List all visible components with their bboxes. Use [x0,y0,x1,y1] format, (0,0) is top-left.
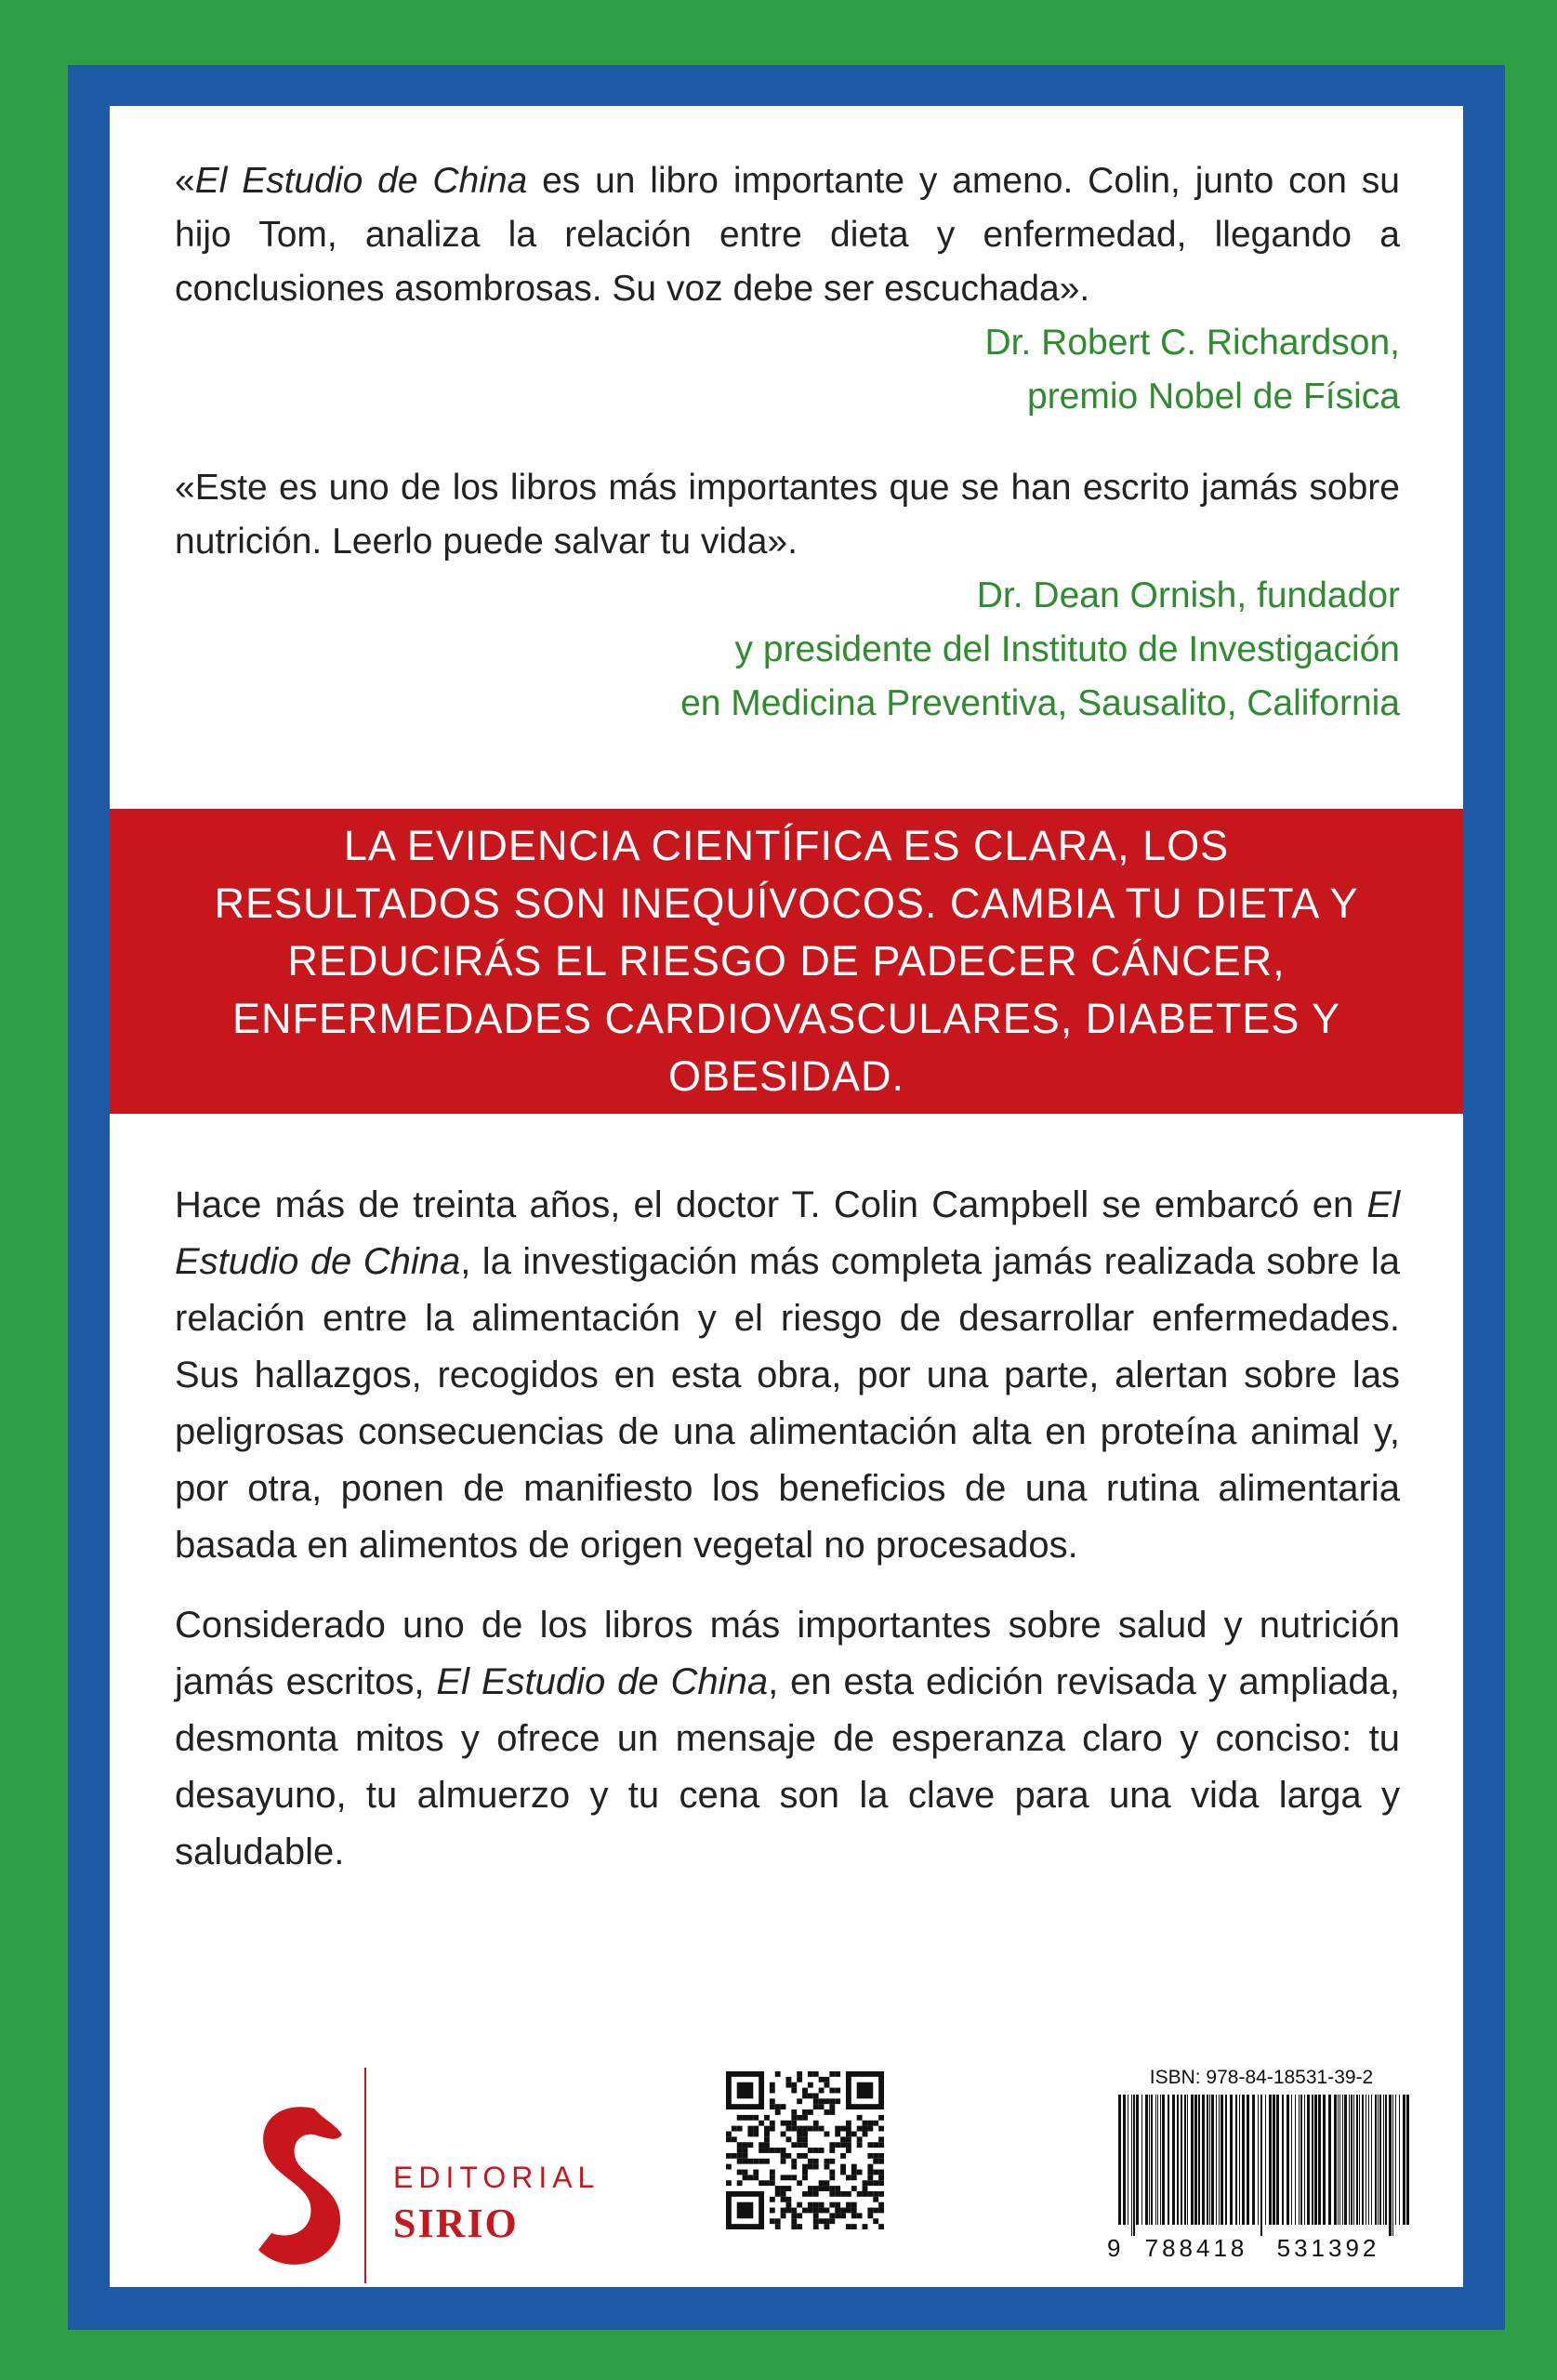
description-paragraph-2: Considerado uno de los libros más importantes sobre salud y nutrición jamás escritos, El Estudio de China, en esta edición revisada y ampliada, desmonta mitos y ofrece un mensaje de esperanza claro y conciso: tu desayuno, tu almuerzo y tu cena son la clave para una vida larga y saludable. [175,1605,1400,1872]
quote-2-text: «Este es uno de los libros más importantes que se han escrito jamás sobre nutrición. Leerlo puede salvar tu vida». [175,468,1400,562]
quote-2-author: Dr. Dean Ornish, fundador y presidente del Instituto de Investigación en Medicina Preventiva, Sausalito, California [680,575,1400,723]
endorsements [175,154,1400,731]
isbn-digits: 788418 [1144,2234,1248,2262]
qr-code-icon[interactable] [726,2071,884,2229]
back-cover-panel [110,106,1463,2287]
isbn-barcode [1098,2067,1425,2284]
banner-text: LA EVIDENCIA CIENTÍFICA ES CLARA, LOS RESULTADOS SON INEQUÍVOCOS. CAMBIA TU DIETA Y REDUCIRÁS EL RIESGO DE PADECER CÁNCER, ENFERMEDADES CARDIOVASCULARES, DIABETES Y OBESIDAD. [214,822,1359,1100]
barcode-icon [1098,2095,1425,2262]
swan-icon [249,2101,351,2278]
description [175,1177,1400,1904]
isbn-digits: 531392 [1276,2234,1380,2262]
publisher-name: SIRIO [393,2201,519,2246]
red-banner [110,809,1463,1114]
quote-1-text: «El Estudio de China es un libro importante y ameno. Colin, junto con su hijo Tom, analiza la relación entre dieta y enfermedad, llegando a conclusiones asombrosas. Su voz debe ser escuchada». [175,161,1400,309]
isbn-label: ISBN: 978-84-18531-39-2 [1149,2067,1374,2088]
logo-divider [364,2068,366,2283]
publisher-logo [249,2068,600,2283]
description-paragraph-1: Hace más de treinta años, el doctor T. Colin Campbell se embarcó en El Estudio de China, la investigación más completa jamás realizada sobre la relación entre la alimentación y el riesgo de desarrollar enfermedades. Sus hallazgos, recogidos en esta obra, por una parte, alertan sobre las peligrosas consecuencias de una alimentación alta en proteína animal y, por otra, ponen de manifiesto los beneficios de una rutina alimentaria basada en alimentos de origen vegetal no procesados. [175,1184,1400,1566]
quote-1-author: Dr. Robert C. Richardson, premio Nobel de Física [984,323,1400,416]
book-title-italic: El Estudio de China [194,161,528,201]
publisher-label: EDITORIAL [393,2161,600,2194]
isbn-digits: 9 [1107,2234,1125,2262]
